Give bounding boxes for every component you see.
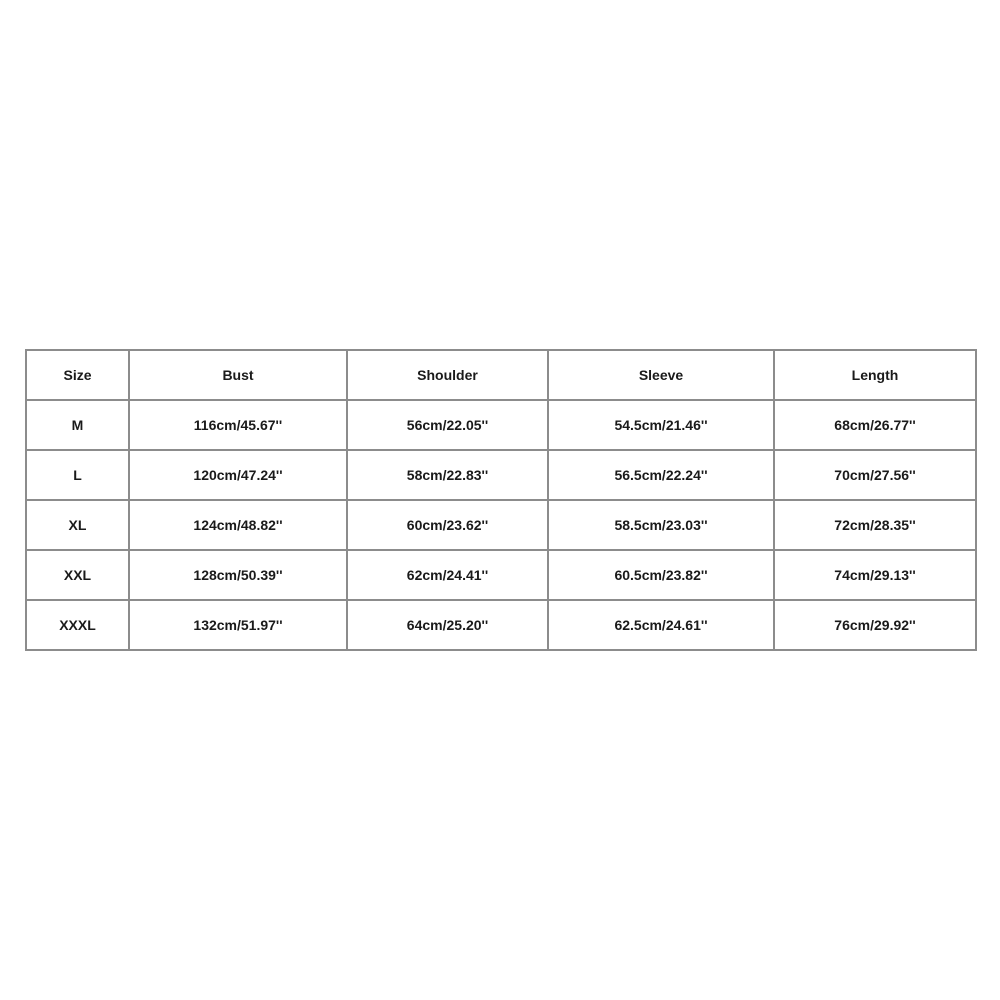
table-row xyxy=(26,500,976,550)
header-sleeve: Sleeve xyxy=(548,350,774,400)
cell-size: XXXL xyxy=(26,600,129,650)
cell-bust: 124cm/48.82'' xyxy=(129,500,347,550)
cell-bust: 128cm/50.39'' xyxy=(129,550,347,600)
cell-size: M xyxy=(26,400,129,450)
cell-length: 72cm/28.35'' xyxy=(774,500,976,550)
header-shoulder: Shoulder xyxy=(347,350,548,400)
cell-length: 74cm/29.13'' xyxy=(774,550,976,600)
table-row xyxy=(26,600,976,650)
cell-bust: 120cm/47.24'' xyxy=(129,450,347,500)
header-size: Size xyxy=(26,350,129,400)
cell-sleeve: 60.5cm/23.82'' xyxy=(548,550,774,600)
cell-bust: 132cm/51.97'' xyxy=(129,600,347,650)
cell-shoulder: 60cm/23.62'' xyxy=(347,500,548,550)
cell-length: 68cm/26.77'' xyxy=(774,400,976,450)
cell-sleeve: 58.5cm/23.03'' xyxy=(548,500,774,550)
header-bust: Bust xyxy=(129,350,347,400)
cell-sleeve: 56.5cm/22.24'' xyxy=(548,450,774,500)
cell-bust: 116cm/45.67'' xyxy=(129,400,347,450)
cell-size: XL xyxy=(26,500,129,550)
table-body xyxy=(26,400,976,650)
header-row xyxy=(26,350,976,400)
cell-size: L xyxy=(26,450,129,500)
cell-sleeve: 54.5cm/21.46'' xyxy=(548,400,774,450)
cell-length: 70cm/27.56'' xyxy=(774,450,976,500)
table-header xyxy=(26,350,976,400)
size-chart-table xyxy=(25,349,977,651)
cell-shoulder: 64cm/25.20'' xyxy=(347,600,548,650)
cell-shoulder: 58cm/22.83'' xyxy=(347,450,548,500)
cell-size: XXL xyxy=(26,550,129,600)
table-row xyxy=(26,450,976,500)
cell-sleeve: 62.5cm/24.61'' xyxy=(548,600,774,650)
cell-length: 76cm/29.92'' xyxy=(774,600,976,650)
cell-shoulder: 56cm/22.05'' xyxy=(347,400,548,450)
table-row xyxy=(26,400,976,450)
header-length: Length xyxy=(774,350,976,400)
table-row xyxy=(26,550,976,600)
cell-shoulder: 62cm/24.41'' xyxy=(347,550,548,600)
